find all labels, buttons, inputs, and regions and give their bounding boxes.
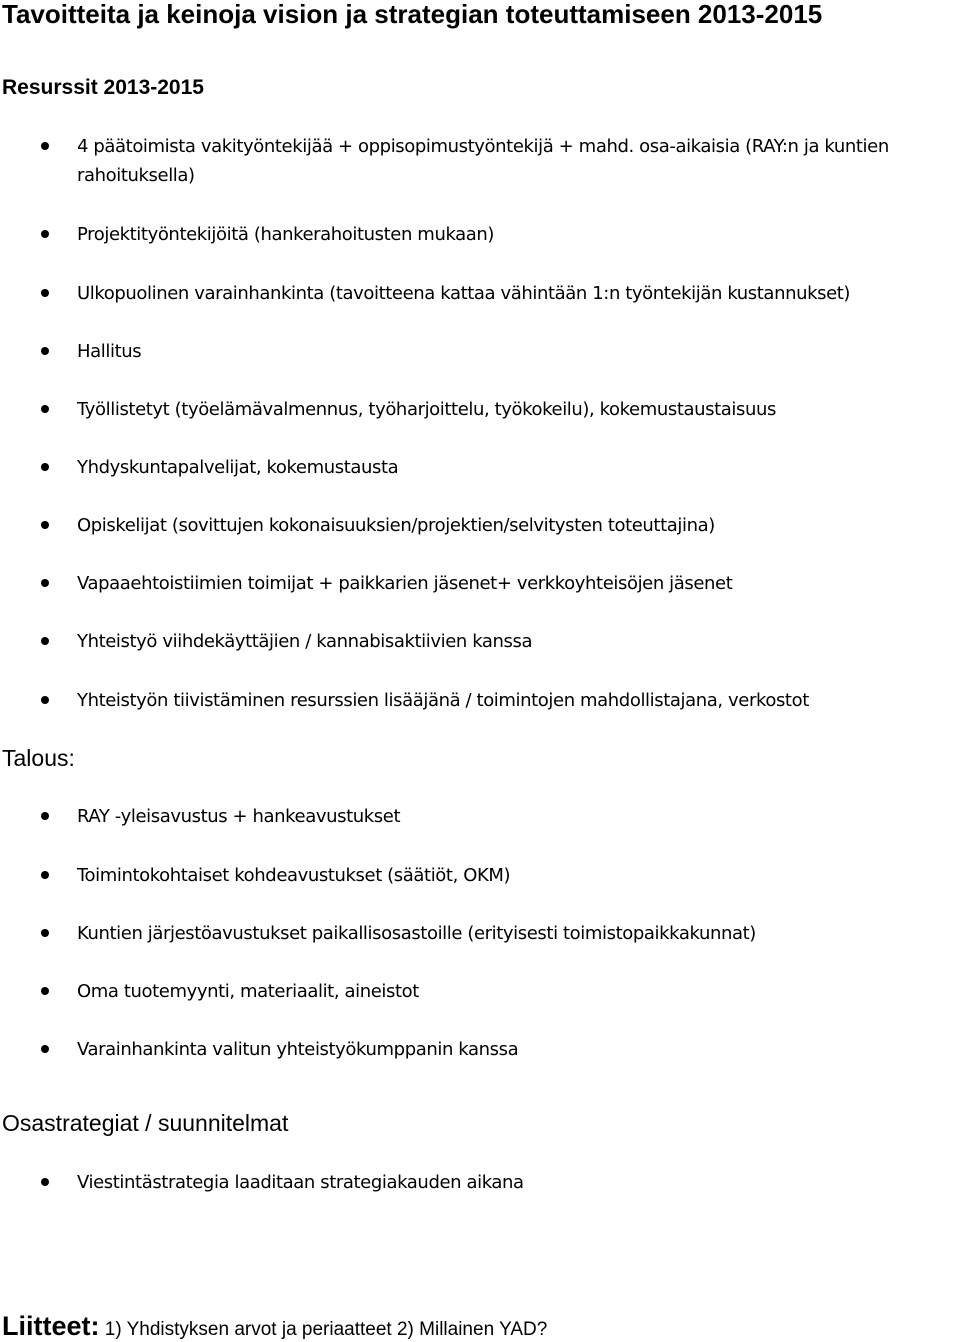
list-item: Opiskelijat (sovittujen kokonaisuuksien/projektien/selvitysten toteuttajina) <box>77 515 715 536</box>
attachments-heading: Liitteet: <box>2 1311 100 1341</box>
page-title: Tavoitteita ja keinoja vision ja strategian toteuttamiseen 2013-2015 <box>2 0 823 29</box>
resources-heading: Resurssit 2013-2015 <box>2 76 204 99</box>
attachments-line <box>2 1311 547 1342</box>
list-item: Hallitus <box>77 341 142 362</box>
list-item: Kuntien järjestöavustukset paikallisosastoille (erityisesti toimistopaikkakunnat) <box>77 923 756 944</box>
bullet-icon <box>41 405 49 413</box>
bullet-icon <box>41 871 49 879</box>
bullet-icon <box>41 696 49 704</box>
bullet-icon <box>41 289 49 297</box>
list-item: 4 päätoimista vakityöntekijää + oppisopimustyöntekijä + mahd. osa-aikaisia (RAY:n ja kuntien rahoituksella) <box>77 136 889 186</box>
list-item: RAY -yleisavustus + hankeavustukset <box>77 806 401 827</box>
strategies-heading: Osastrategiat / suunnitelmat <box>2 1110 289 1136</box>
list-item: Työllistetyt (työelämävalmennus, työharjoittelu, työkokeilu), kokemustaustaisuus <box>77 399 776 420</box>
list-item: Ulkopuolinen varainhankinta (tavoitteena kattaa vähintään 1:n työntekijän kustannukset) <box>77 283 851 304</box>
list-item: Toimintokohtaiset kohdeavustukset (säätiöt, OKM) <box>77 865 511 886</box>
list-item: Varainhankinta valitun yhteistyökumppanin kanssa <box>77 1039 519 1060</box>
list-item: Oma tuotemyynti, materiaalit, aineistot <box>77 981 419 1002</box>
bullet-icon <box>41 142 49 150</box>
bullet-icon <box>41 579 49 587</box>
bullet-icon <box>41 463 49 471</box>
list-item: Yhteistyö viihdekäyttäjien / kannabisaktiivien kanssa <box>77 631 533 652</box>
finance-heading: Talous: <box>2 745 75 771</box>
bullet-icon <box>41 1045 49 1053</box>
bullet-icon <box>41 637 49 645</box>
bullet-icon <box>41 521 49 529</box>
list-item: Viestintästrategia laaditaan strategiakauden aikana <box>77 1172 524 1193</box>
list-item: Yhdyskuntapalvelijat, kokemustausta <box>77 457 399 478</box>
bullet-icon <box>41 347 49 355</box>
list-item: Yhteistyön tiivistäminen resurssien lisääjänä / toimintojen mahdollistajana, verkostot <box>77 690 809 711</box>
bullet-icon <box>41 812 49 820</box>
list-item: Projektityöntekijöitä (hankerahoitusten mukaan) <box>77 224 495 245</box>
list-item: Vapaaehtoistiimien toimijat + paikkarien jäsenet+ verkkoyhteisöjen jäsenet <box>77 573 733 594</box>
attachments-text: 1) Yhdistyksen arvot ja periaatteet 2) Millainen YAD? <box>99 1319 548 1340</box>
bullet-icon <box>41 987 49 995</box>
bullet-icon <box>41 230 49 238</box>
bullet-icon <box>41 929 49 937</box>
bullet-icon <box>41 1178 49 1186</box>
